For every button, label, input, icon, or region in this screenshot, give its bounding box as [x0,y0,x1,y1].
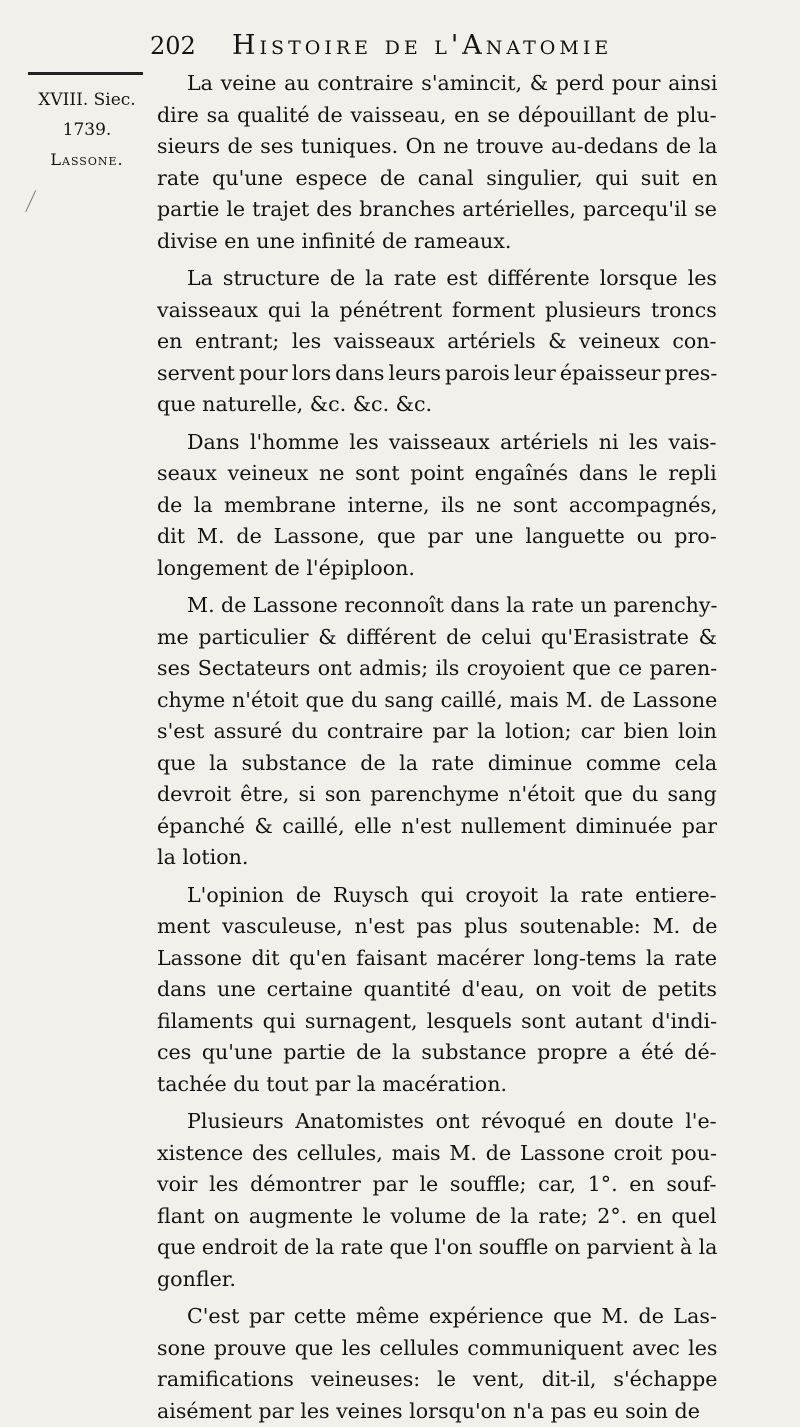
text-line: rate qu'une espece de canal singulier, qui suit en [157,163,717,195]
body-text [157,68,717,1427]
text-line: longement de l'épiploon. [157,553,717,585]
text-line: de la membrane interne, ils ne sont accompagnés, [157,490,717,522]
text-line: aisément par les veines lorsqu'on n'a pas eu soin de [157,1396,717,1427]
paragraph [157,590,717,874]
text-line: que endroit de la rate que l'on souffle on parvient à la [157,1232,717,1264]
margin-notes [22,72,152,175]
paragraph [157,427,717,585]
margin-rule [28,72,143,75]
text-line: en entrant; les vaisseaux artériels & veineux con- [157,326,717,358]
margin-author: Lassone. [22,145,152,175]
text-line: ses Sectateurs ont admis; ils croyoient que ce paren- [157,653,717,685]
text-line: servent pour lors dans leurs parois leur épaisseur pres- [157,358,717,390]
text-line: me particulier & différent de celui qu'Erasistrate & [157,622,717,654]
text-line: seaux veineux ne sont point engaînés dans le repli [157,458,717,490]
margin-year: 1739. [22,115,152,145]
text-line: Plusieurs Anatomistes ont révoqué en doute l'e- [157,1106,717,1138]
paragraph [157,1301,717,1427]
text-line: partie le trajet des branches artérielles, parcequ'il se [157,194,717,226]
text-line: ces qu'une partie de la substance propre a été dé- [157,1037,717,1069]
text-line: ment vasculeuse, n'est pas plus soutenable: M. de [157,911,717,943]
text-line: dans une certaine quantité d'eau, on voit de petits [157,974,717,1006]
text-line: flant on augmente le volume de la rate; 2°. en quel [157,1201,717,1233]
text-line: s'est assuré du contraire par la lotion; car bien loin [157,716,717,748]
text-line: filaments qui surnagent, lesquels sont autant d'indi- [157,1006,717,1038]
paragraph [157,1106,717,1295]
running-title: Histoire de l'Anatomie [232,30,612,61]
text-line: chyme n'étoit que du sang caillé, mais M. de Lassone [157,685,717,717]
text-line: gonfler. [157,1264,717,1296]
text-line: dit M. de Lassone, que par une languette ou pro- [157,521,717,553]
text-line: dire sa qualité de vaisseau, en se dépouillant de plu- [157,100,717,132]
text-line: C'est par cette même expérience que M. de Las- [157,1301,717,1333]
text-line: sone prouve que les cellules communiquent avec les [157,1333,717,1365]
text-line: La structure de la rate est différente lorsque les [157,263,717,295]
text-line: la lotion. [157,842,717,874]
paragraph [157,880,717,1101]
text-line: Lassone dit qu'en faisant macérer long-tems la rate [157,943,717,975]
text-line: xistence des cellules, mais M. de Lassone croit pou- [157,1138,717,1170]
page-number: 202 [150,32,196,60]
margin-mark [25,190,40,214]
margin-century: XVIII. Siec. [22,85,152,115]
text-line: La veine au contraire s'amincit, & perd pour ainsi [157,68,717,100]
paragraph [157,263,717,421]
text-line: tachée du tout par la macération. [157,1069,717,1101]
text-line: que naturelle, &c. &c. &c. [157,389,717,421]
running-head [150,30,720,64]
text-line: L'opinion de Ruysch qui croyoit la rate entiere- [157,880,717,912]
text-line: ramifications veineuses: le vent, dit-il, s'échappe [157,1364,717,1396]
text-line: que la substance de la rate diminue comme cela [157,748,717,780]
text-line: devroit être, si son parenchyme n'étoit que du sang [157,779,717,811]
text-line: divise en une infinité de rameaux. [157,226,717,258]
text-line: voir les démontrer par le souffle; car, 1°. en souf- [157,1169,717,1201]
text-line: épanché & caillé, elle n'est nullement diminuée par [157,811,717,843]
text-line: vaisseaux qui la pénétrent forment plusieurs troncs [157,295,717,327]
text-line: sieurs de ses tuniques. On ne trouve au-dedans de la [157,131,717,163]
text-line: M. de Lassone reconnoît dans la rate un parenchy- [157,590,717,622]
paragraph [157,68,717,257]
text-line: Dans l'homme les vaisseaux artériels ni les vais- [157,427,717,459]
